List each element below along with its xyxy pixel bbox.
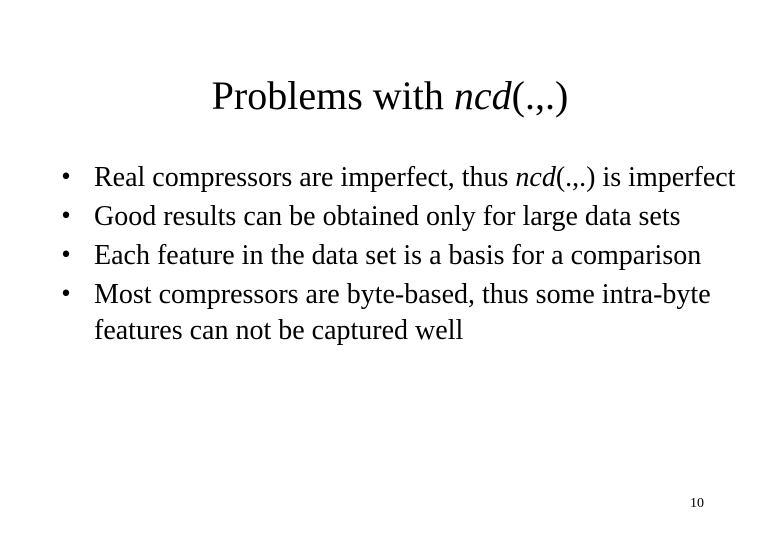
bullet-dot-icon: • bbox=[59, 165, 73, 190]
bullet-dot-icon: • bbox=[59, 282, 73, 307]
bullet-emphasis: ncd bbox=[515, 162, 556, 193]
bullet-item bbox=[56, 238, 736, 274]
slide-title-emphasis: ncd bbox=[453, 73, 512, 118]
bullet-dot-icon: • bbox=[59, 243, 73, 268]
page-number: 10 bbox=[690, 496, 704, 511]
bullet-item bbox=[56, 160, 736, 196]
bullet-text: Each feature in the data set is a basis for a comparison bbox=[94, 240, 702, 271]
bullet-text-after: (.,.) is imperfect bbox=[555, 162, 736, 193]
bullet-item bbox=[56, 277, 736, 349]
bullet-text: Real compressors are imperfect, thus bbox=[94, 162, 516, 193]
bullet-dot-icon: • bbox=[59, 204, 73, 229]
slide-title-prefix: Problems with bbox=[211, 73, 454, 118]
bullet-text: Most compressors are byte-based, thus some intra-byte features can not be captured well bbox=[94, 279, 711, 346]
slide-title-suffix: (.,.) bbox=[511, 73, 569, 118]
bullet-list bbox=[56, 160, 736, 352]
bullet-item bbox=[56, 199, 736, 235]
slide-title bbox=[0, 72, 780, 120]
bullet-text: Good results can be obtained only for large data sets bbox=[94, 201, 681, 232]
